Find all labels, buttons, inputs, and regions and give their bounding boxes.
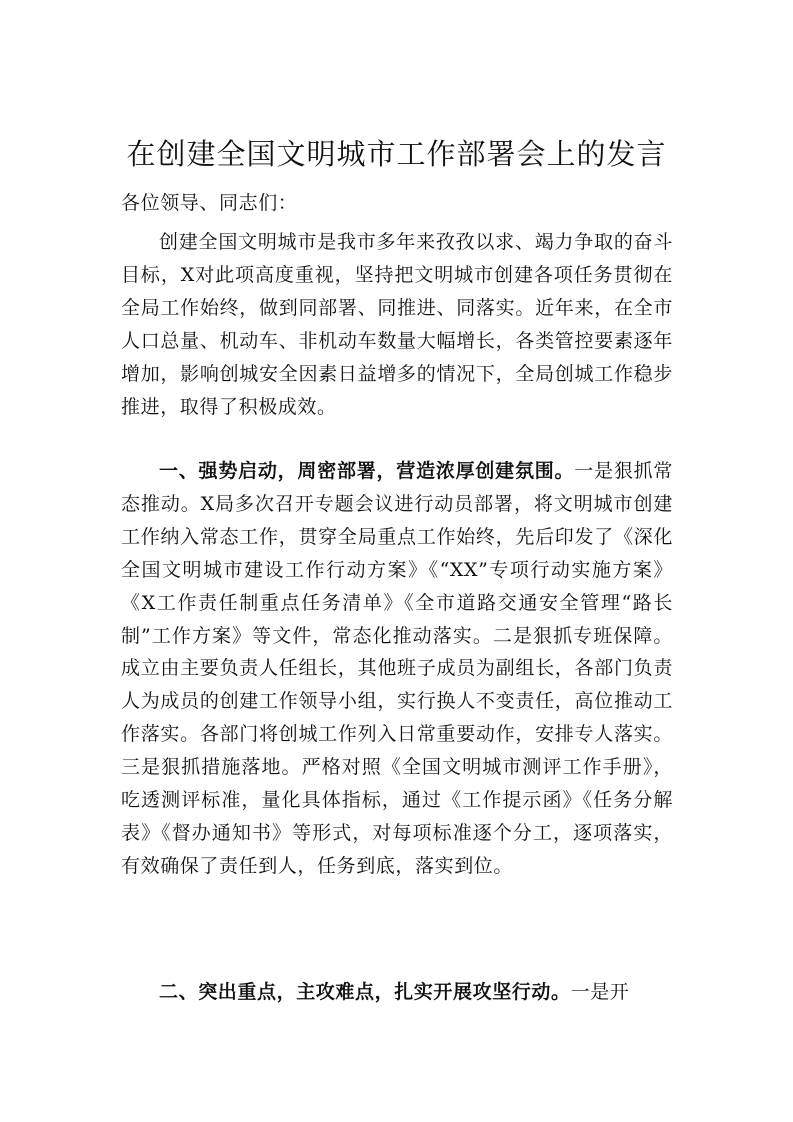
salutation: 各位领导、同志们： xyxy=(121,192,298,214)
paragraph-intro xyxy=(121,226,673,423)
paragraph-body: 一是狠抓常态推动。X局多次召开专题会议进行动员部署，将文明城市创建工作纳入常态工作，贯穿全局重点工作始终，先后印发了《深化全国文明城市建设工作行动方案》《“XX”专项行动实施方案》《X工作责任制重点任务清单》《全市道路交通安全管理“路长制”工作方案》等文件，常态化推动落实。二是狠抓专班保障。成立由主要负责人任组长，其他班子成员为副组长，各部门负责人为成员的创建工作领导小组，实行换人不变责任，高位推动工作落实。各部门将创城工作列入日常重要动作，安排专人落实。三是狠抓措施落地。严格对照《全国文明城市测评工作手册》，吃透测评标准，量化具体指标，通过《工作提示函》《任务分解表》《督办通知书》等形式，对每项标准逐个分工，逐项落实，有效确保了责任到人，任务到底，落实到位。 xyxy=(121,460,673,877)
section-heading: 二、突出重点，主攻难点，扎实开展攻坚行动。 xyxy=(159,981,571,1003)
paragraph-section-2 xyxy=(121,976,673,1009)
section-heading: 一、强势启动，周密部署，营造浓厚创建氛围。 xyxy=(159,460,575,482)
page-title: 在创建全国文明城市工作部署会上的发言 xyxy=(126,137,667,171)
paragraph-body: 一是开 xyxy=(570,981,630,1003)
paragraph-section-1 xyxy=(121,455,673,883)
paragraph-body: 创建全国文明城市是我市多年来孜孜以求、竭力争取的奋斗目标，X对此项高度重视，坚持把文明城市创建各项任务贯彻在全局工作始终，做到同部署、同推进、同落实。近年来，在全市人口总量、机动车、非机动车数量大幅增长，各类管控要素逐年增加，影响创城安全因素日益增多的情况下，全局创城工作稳步推进，取得了积极成效。 xyxy=(121,231,673,418)
